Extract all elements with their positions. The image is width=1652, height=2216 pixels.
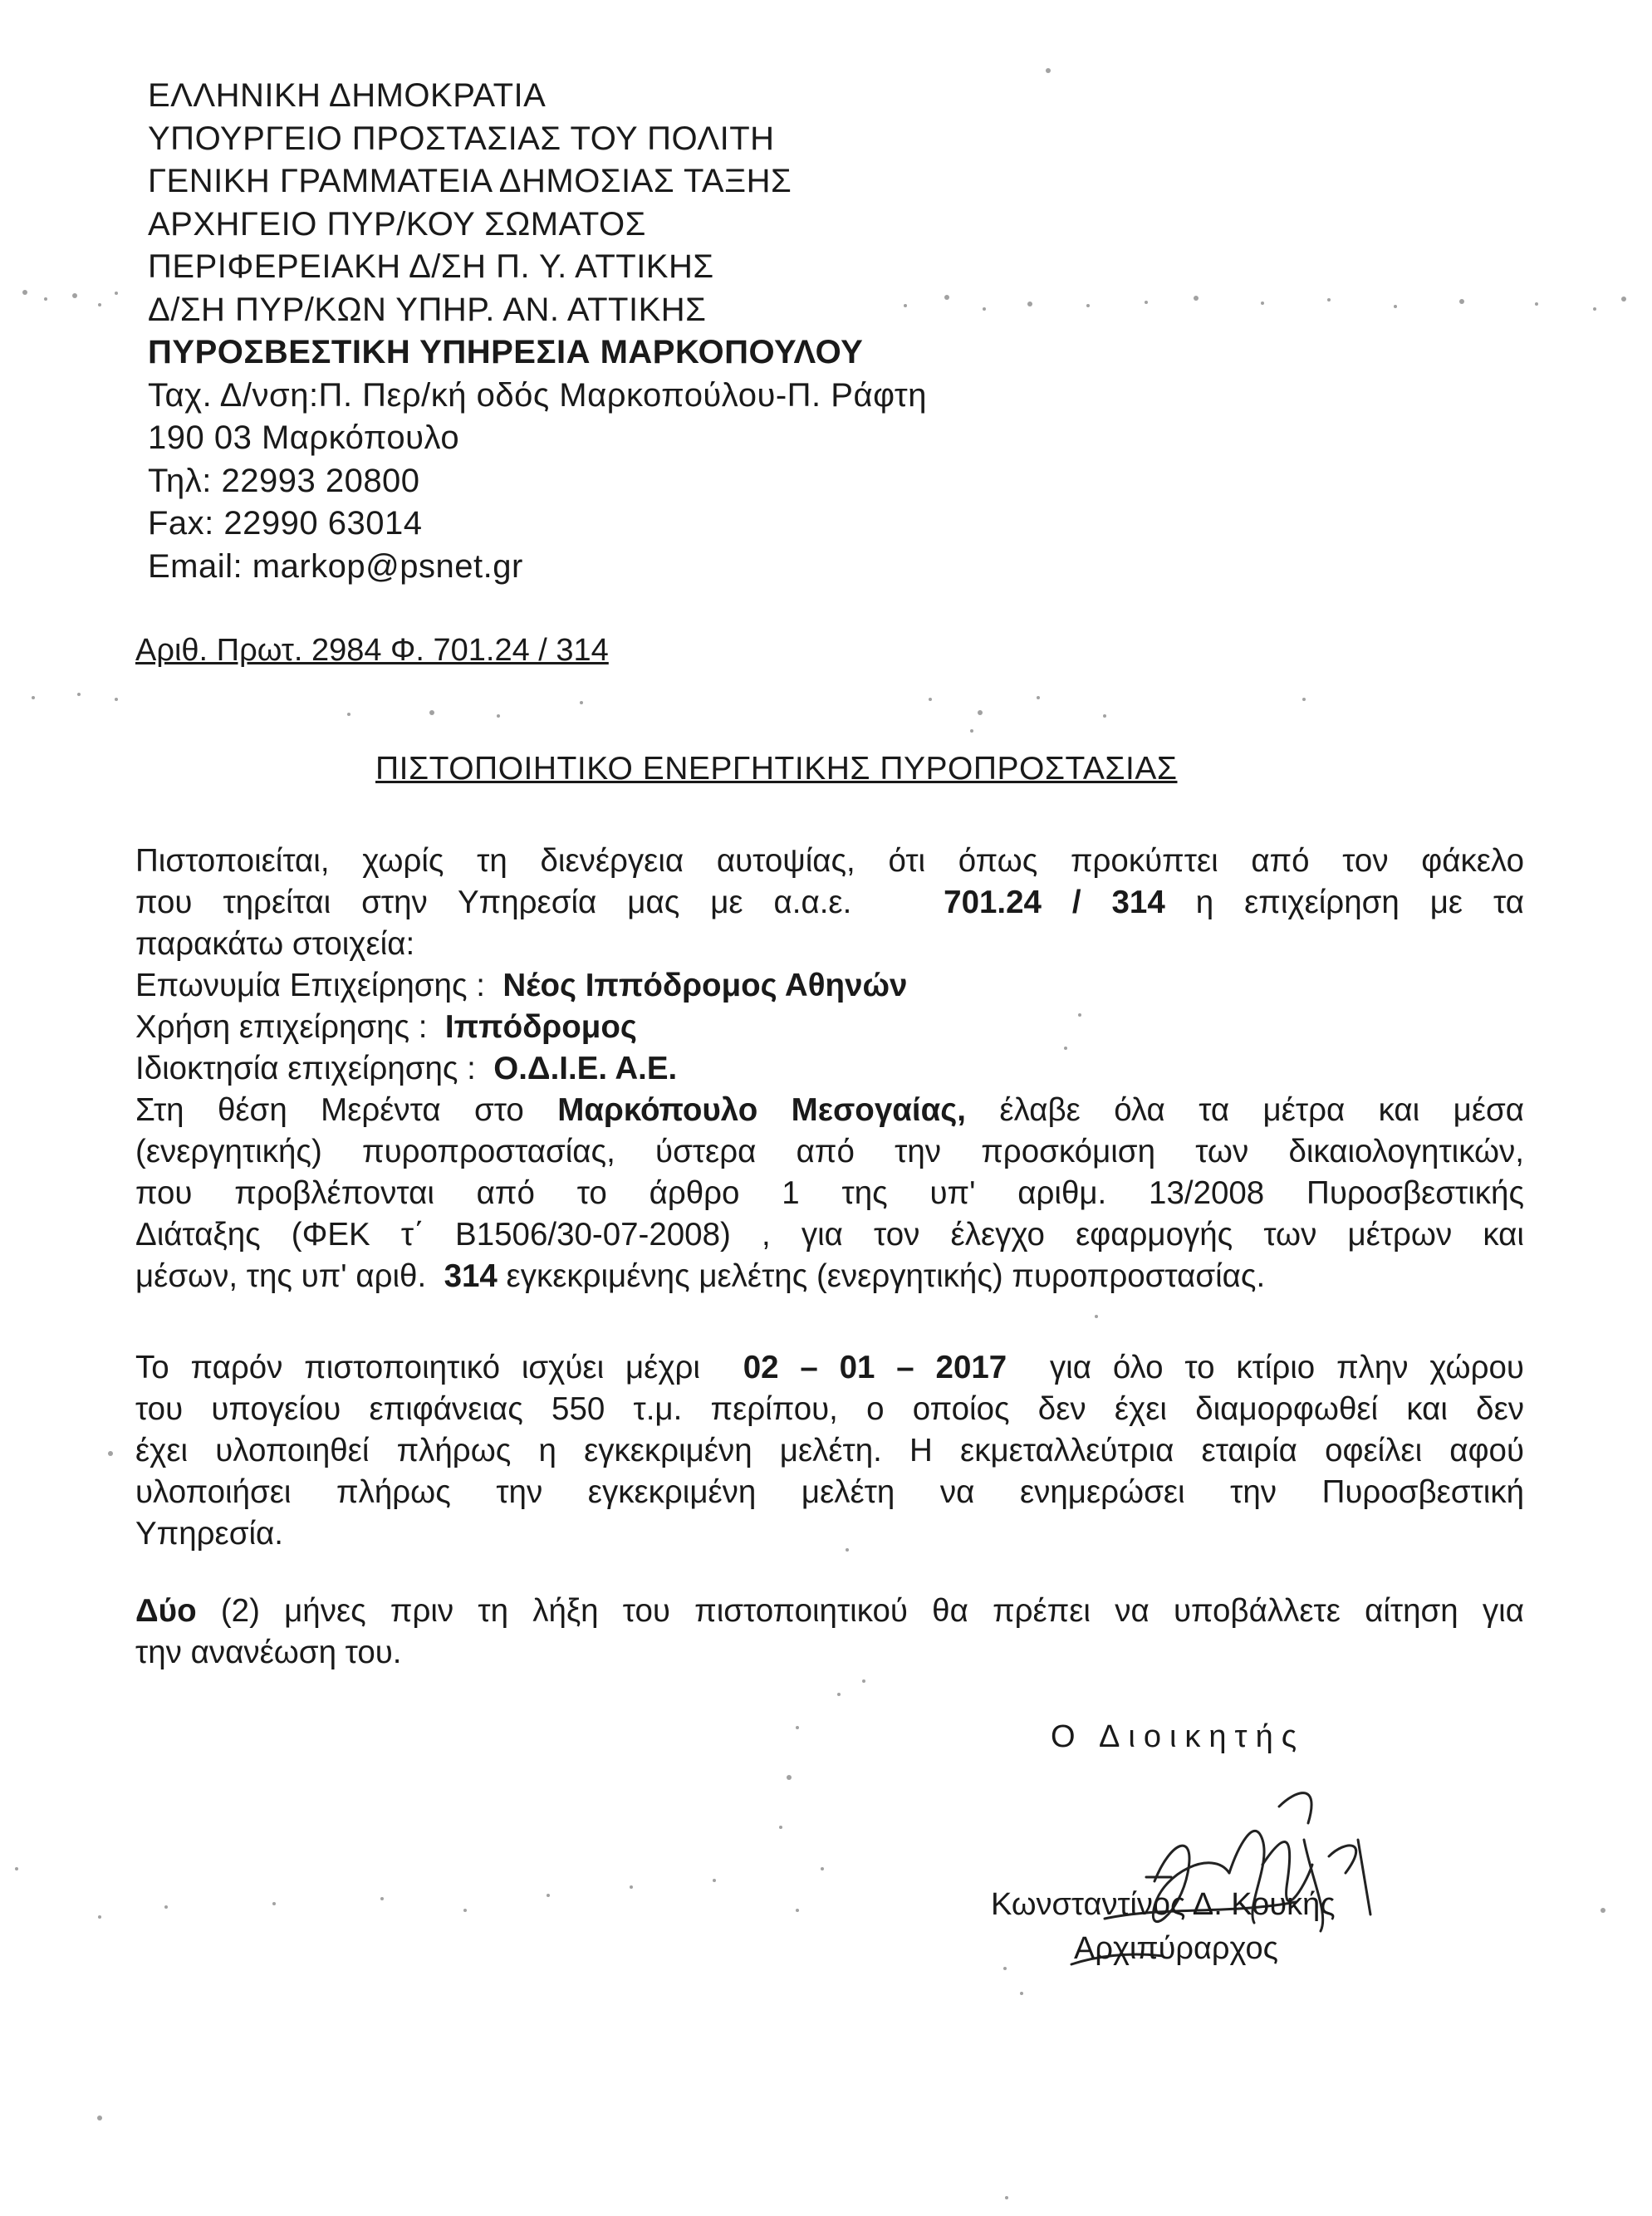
text-fragment: Δύο	[135, 1593, 197, 1629]
text-line	[135, 882, 1524, 924]
file-number: 701.24 / 314	[944, 885, 1165, 920]
text-line: την ανανέωση του.	[135, 1635, 402, 1670]
text-line: Πιστοποιείται, χωρίς τη διενέργεια αυτοψίας, ότι όπως προκύπτει από τον φάκελο	[135, 843, 1524, 879]
text-line	[135, 1347, 1524, 1389]
paragraph-renewal	[135, 1591, 1524, 1674]
text-fragment: (2) μήνες πριν τη λήξη του πιστοποιητικού θα πρέπει να υποβάλλετε αίτηση για	[220, 1593, 1524, 1629]
protocol-number: Αριθ. Πρωτ. 2984 Φ. 701.24 / 314	[135, 633, 609, 668]
text-line: παρακάτω στοιχεία:	[135, 926, 415, 962]
letterhead	[148, 75, 927, 588]
text-fragment: έλαβε όλα τα μέτρα και μέσα	[999, 1092, 1524, 1128]
letterhead-line: ΠΕΡΙΦΕΡΕΙΑΚΗ Δ/ΣΗ Π. Υ. ΑΤΤΙΚΗΣ	[148, 248, 714, 285]
text-fragment: εγκεκριμένης μελέτης (ενεργητικής) πυροπροστασίας.	[506, 1258, 1266, 1294]
expiry-date: 02 – 01 – 2017	[743, 1350, 1007, 1385]
text-line	[135, 1090, 1524, 1131]
business-name: Νέος Ιππόδρομος Αθηνών	[502, 968, 908, 1003]
field-label: Επωνυμία Επιχείρησης :	[135, 968, 485, 1003]
text-line	[135, 1256, 1524, 1297]
business-owner-line	[135, 1048, 1524, 1090]
text-line: έχει υλοποιηθεί πλήρως η εγκεκριμένη μελέτη. Η εκμεταλλεύτρια εταιρία οφείλει αφού	[135, 1433, 1524, 1468]
text-fragment: που τηρείται στην Υπηρεσία μας με α.α.ε.	[135, 885, 852, 920]
location: Μαρκόπουλο Μεσογαίας,	[557, 1092, 966, 1128]
text-fragment: για όλο το κτίριο πλην χώρου	[1049, 1350, 1524, 1385]
signatory-role: Ο Διοικητής	[1051, 1719, 1306, 1754]
paragraph-certification	[135, 841, 1524, 1297]
letterhead-line: ΓΕΝΙΚΗ ΓΡΑΜΜΑΤΕΙΑ ΔΗΜΟΣΙΑΣ ΤΑΞΗΣ	[148, 163, 792, 199]
address: Ταχ. Δ/νση:Π. Περ/κή οδός Μαρκοπούλου-Π. Ράφτη	[148, 376, 927, 414]
text-line: υλοποιήσει πλήρως την εγκεκριμένη μελέτη να ενημερώσει την Πυροσβεστική	[135, 1474, 1524, 1510]
text-fragment: Στη θέση Μερέντα στο	[135, 1092, 524, 1128]
signatory-name: Κωνσταντίνος Δ. Κουκής	[991, 1887, 1336, 1922]
study-number: 314	[444, 1258, 498, 1294]
text-line: Υπηρεσία.	[135, 1516, 283, 1552]
text-fragment: μέσων, της υπ' αριθ.	[135, 1258, 427, 1294]
letterhead-line: Δ/ΣΗ ΠΥΡ/ΚΩΝ ΥΠΗΡ. ΑΝ. ΑΤΤΙΚΗΣ	[148, 291, 707, 328]
signatory-rank: Αρχιπύραρχος	[1074, 1931, 1278, 1966]
letterhead-line: ΑΡΧΗΓΕΙΟ ΠΥΡ/ΚΟΥ ΣΩΜΑΤΟΣ	[148, 205, 646, 243]
text-fragment: η επιχείρηση με τα	[1195, 885, 1524, 920]
letterhead-service-name: ΠΥΡΟΣΒΕΣΤΙΚΗ ΥΠΗΡΕΣΙΑ ΜΑΡΚΟΠΟΥΛΟΥ	[148, 334, 864, 370]
field-label: Χρήση επιχείρησης :	[135, 1009, 428, 1045]
text-line	[135, 1591, 1524, 1632]
phone: Τηλ: 22993 20800	[148, 462, 420, 499]
paragraph-validity	[135, 1347, 1524, 1555]
postal-code: 190 03 Μαρκόπουλο	[148, 419, 460, 456]
text-line: που προβλέπονται από το άρθρο 1 της υπ' αριθμ. 13/2008 Πυροσβεστικής	[135, 1175, 1524, 1211]
document-title: ΠΙΣΤΟΠΟΙΗΤΙΚΟ ΕΝΕΡΓΗΤΙΚΗΣ ΠΥΡΟΠΡΟΣΤΑΣΙΑΣ	[375, 751, 1178, 787]
letterhead-line: ΕΛΛΗΝΙΚΗ ΔΗΜΟΚΡΑΤΙΑ	[148, 77, 547, 114]
business-owner: Ο.Δ.Ι.Ε. Α.Ε.	[493, 1051, 678, 1086]
fax: Fax: 22990 63014	[148, 505, 423, 542]
text-line: Διάταξης (ΦΕΚ τ΄ Β1506/30-07-2008) , για τον έλεγχο εφαρμογής των μέτρων και	[135, 1217, 1524, 1253]
business-use-line	[135, 1007, 1524, 1048]
letterhead-line: ΥΠΟΥΡΓΕΙΟ ΠΡΟΣΤΑΣΙΑΣ ΤΟΥ ΠΟΛΙΤΗ	[148, 120, 775, 157]
business-name-line	[135, 965, 1524, 1007]
field-label: Ιδιοκτησία επιχείρησης :	[135, 1051, 476, 1086]
email: Email: markop@psnet.gr	[148, 547, 523, 585]
business-use: Ιππόδρομος	[444, 1009, 637, 1045]
text-line: (ενεργητικής) πυροπροστασίας, ύστερα από την προσκόμιση των δικαιολογητικών,	[135, 1134, 1524, 1169]
text-line: του υπογείου επιφάνειας 550 τ.μ. περίπου, ο οποίος δεν έχει διαμορφωθεί και δεν	[135, 1391, 1524, 1427]
text-fragment: Το παρόν πιστοποιητικό ισχύει μέχρι	[135, 1350, 700, 1385]
